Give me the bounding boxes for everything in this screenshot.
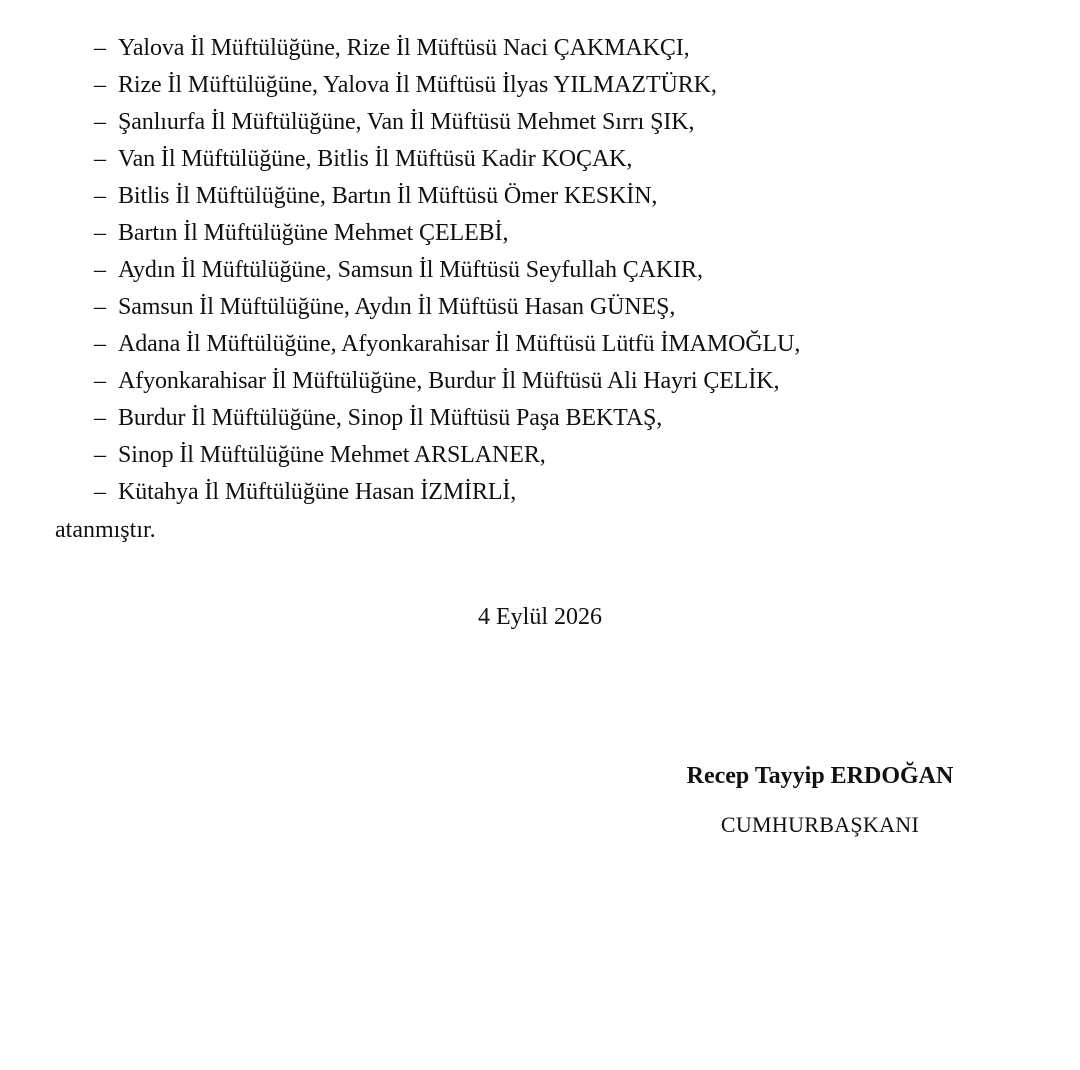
- list-item: [94, 326, 800, 363]
- list-item: [94, 178, 800, 215]
- appointment-text: Şanlıurfa İl Müftülüğüne, Van İl Müftüsü Mehmet Sırrı ŞIK,: [118, 109, 695, 135]
- appointment-text: Bartın İl Müftülüğüne Mehmet ÇELEBİ,: [118, 220, 509, 246]
- appointment-text: Afyonkarahisar İl Müftülüğüne, Burdur İl Müftüsü Ali Hayri ÇELİK,: [118, 368, 780, 394]
- appointment-text: Aydın İl Müftülüğüne, Samsun İl Müftüsü Seyfullah ÇAKIR,: [118, 257, 703, 283]
- list-dash: –: [94, 220, 106, 246]
- list-item: [94, 67, 800, 104]
- list-dash: –: [94, 72, 106, 98]
- list-dash: –: [94, 109, 106, 135]
- list-item: [94, 400, 800, 437]
- appointment-text: Burdur İl Müftülüğüne, Sinop İl Müftüsü Paşa BEKTAŞ,: [118, 405, 663, 431]
- signatory-name: Recep Tayyip ERDOĞAN: [686, 763, 954, 789]
- list-dash: –: [94, 183, 106, 209]
- list-item: [94, 30, 800, 67]
- appointment-text: Yalova İl Müftülüğüne, Rize İl Müftüsü Naci ÇAKMAKÇI,: [118, 35, 690, 61]
- list-item: [94, 215, 800, 252]
- list-item: [94, 252, 800, 289]
- list-dash: –: [94, 368, 106, 394]
- appointment-text: Van İl Müftülüğüne, Bitlis İl Müftüsü Kadir KOÇAK,: [118, 146, 633, 172]
- list-dash: –: [94, 442, 106, 468]
- signatory-title: CUMHURBAŞKANI: [720, 812, 920, 837]
- list-dash: –: [94, 146, 106, 172]
- appointment-list: [94, 30, 800, 511]
- appointment-text: Samsun İl Müftülüğüne, Aydın İl Müftüsü Hasan GÜNEŞ,: [118, 294, 676, 320]
- appointment-text: Bitlis İl Müftülüğüne, Bartın İl Müftüsü Ömer KESKİN,: [118, 183, 658, 209]
- list-item: [94, 437, 800, 474]
- list-item: [94, 289, 800, 326]
- list-item: [94, 363, 800, 400]
- list-item: [94, 104, 800, 141]
- appointment-text: Adana İl Müftülüğüne, Afyonkarahisar İl Müftüsü Lütfü İMAMOĞLU,: [118, 331, 801, 357]
- list-dash: –: [94, 479, 106, 505]
- list-dash: –: [94, 257, 106, 283]
- list-dash: –: [94, 331, 106, 357]
- list-dash: –: [94, 405, 106, 431]
- appointment-text: Rize İl Müftülüğüne, Yalova İl Müftüsü İlyas YILMAZTÜRK,: [118, 72, 717, 98]
- decree-date: 4 Eylül 2026: [478, 604, 602, 630]
- list-dash: –: [94, 35, 106, 61]
- list-dash: –: [94, 294, 106, 320]
- appointment-text: Kütahya İl Müftülüğüne Hasan İZMİRLİ,: [118, 479, 517, 505]
- list-item: [94, 141, 800, 178]
- closing-text: atanmıştır.: [55, 517, 156, 543]
- list-item: [94, 474, 800, 511]
- appointment-text: Sinop İl Müftülüğüne Mehmet ARSLANER,: [118, 442, 546, 468]
